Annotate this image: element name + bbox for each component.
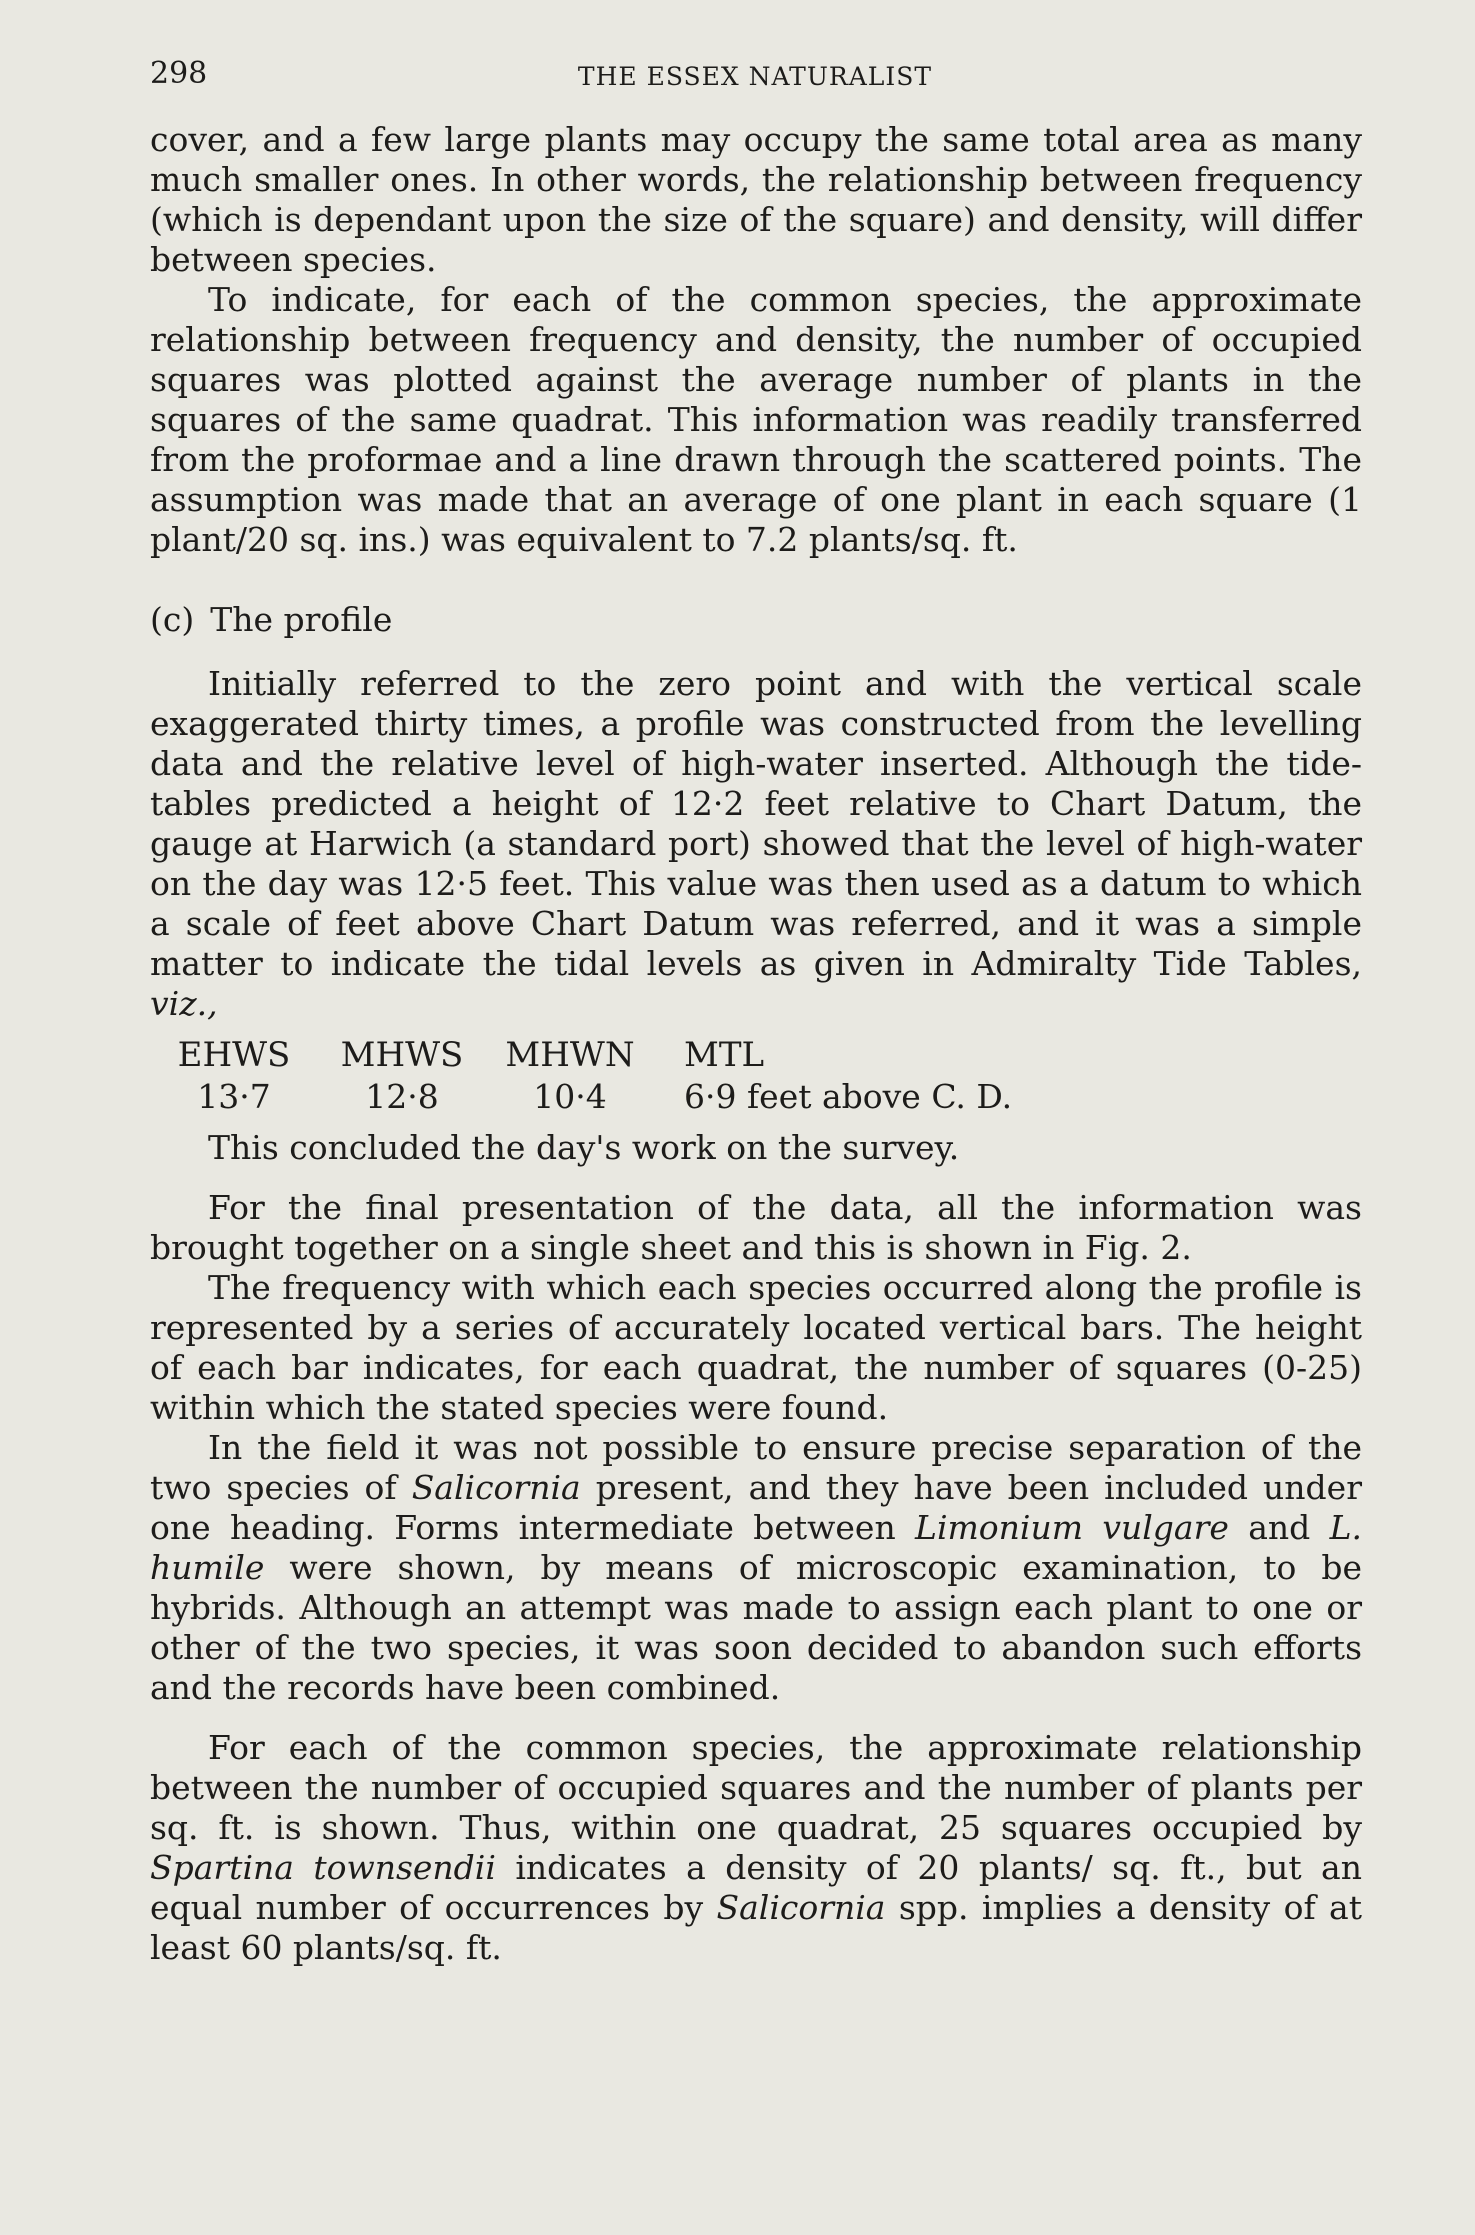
paragraph-7-text-c: present, and they have been included under one heading. Forms intermediate between — [150, 1468, 1362, 1547]
tide-header-mhwn: MHWN — [505, 1035, 635, 1075]
section-marker: (c) — [150, 600, 195, 639]
species-salicornia: Salicornia — [411, 1468, 581, 1507]
tide-header-mhws: MHWS — [340, 1035, 464, 1075]
paragraph-8 — [150, 1728, 1362, 1968]
tide-levels-table — [150, 1034, 1362, 1118]
paragraph-8-text-c: indicates a density of 20 plants/ sq. ft., but an equal number of occurrences by — [150, 1848, 1362, 1927]
paragraph-3 — [150, 664, 1362, 1024]
paragraph-1: cover, and a few large plants may occupy the same total area as many much smaller ones. In other words, the relationship between frequency (which is dependant upon the size of the square) and density, will differ between species. — [150, 120, 1362, 279]
paragraph-7-text-g: were shown, by means of microscopic examination, to be hybrids. Although an attempt was made to assign each plant to one or other of the two species, it was soon decided to abandon such efforts and the records have been combined. — [150, 1548, 1362, 1707]
paragraph-7-text-a: In the field it was not possible to ensure precise separation of the two species of — [150, 1428, 1362, 1507]
tide-header-row — [150, 1034, 1362, 1076]
section-heading — [150, 600, 1362, 640]
tide-value-mhws: 12·8 — [365, 1077, 439, 1116]
paragraph-5: For the final presentation of the data, all the information was brought together on a single sheet and this is shown in Fig. 2. — [150, 1188, 1362, 1267]
page-number: 298 — [150, 56, 208, 91]
species-l-humile: L. humile — [150, 1508, 1363, 1587]
tide-value-mhwn: 10·4 — [533, 1077, 607, 1116]
paragraph-7 — [150, 1428, 1362, 1708]
paragraph-3-viz: viz., — [150, 984, 218, 1023]
species-salicornia-2: Salicornia — [716, 1888, 886, 1927]
tide-header-ehws: EHWS — [177, 1035, 291, 1075]
running-title: THE ESSEX NATURALIST — [577, 62, 933, 91]
tide-values-row — [150, 1076, 1362, 1118]
tide-header-mtl: MTL — [684, 1035, 765, 1075]
paragraph-8-text-e: spp. implies a density of at least 60 plants/sq. ft. — [150, 1888, 1362, 1967]
section-title: The profile — [210, 600, 393, 639]
paragraph-3-text: Initially referred to the zero point and with the vertical scale exaggerated thirty times, a profile was constructed from the levelling data and the relative level of high-water inserted. Although the tide-tables predicted a height of 12·2 feet relative to Chart Datum, the gauge at Harwich (a standard port) showed that the level of high-water on the day was 12·5 feet. This value was then used as a datum to which a scale of feet above Chart Datum was referred, and it was a simple matter to indicate the tidal levels as given in Admiralty Tide Tables, — [150, 664, 1362, 983]
species-spartina-townsendii: Spartina townsendii — [150, 1848, 496, 1887]
page-header — [150, 56, 1360, 96]
paragraph-7-text-e: and — [1248, 1508, 1311, 1547]
species-limonium-vulgare: Limonium vulgare — [915, 1508, 1229, 1547]
paragraph-8-text-a: For each of the common species, the approximate relationship between the number of occupied squares and the number of plants per sq. ft. is shown. Thus, within one quadrat, 25 squares occupied by — [150, 1728, 1362, 1847]
paragraph-4: This concluded the day's work on the survey. — [208, 1128, 960, 1167]
paragraph-2: To indicate, for each of the common species, the approximate relationship between frequency and density, the number of occupied squares was plotted against the average number of plants in the squares of the same quadrat. This information was readily transferred from the proformae and a line drawn through the scattered points. The assumption was made that an average of one plant in each square (1 plant/20 sq. ins.) was equivalent to 7.2 plants/sq. ft. — [150, 280, 1362, 559]
article-body — [150, 120, 1362, 1968]
tide-value-mtl: 6·9 feet above C. D. — [684, 1077, 1013, 1116]
tide-value-ehws: 13·7 — [197, 1077, 271, 1116]
paragraph-6: The frequency with which each species occurred along the profile is represented by a series of accurately located vertical bars. The height of each bar indicates, for each quadrat, the number of squares (0-25) within which the stated species were found. — [150, 1268, 1362, 1427]
